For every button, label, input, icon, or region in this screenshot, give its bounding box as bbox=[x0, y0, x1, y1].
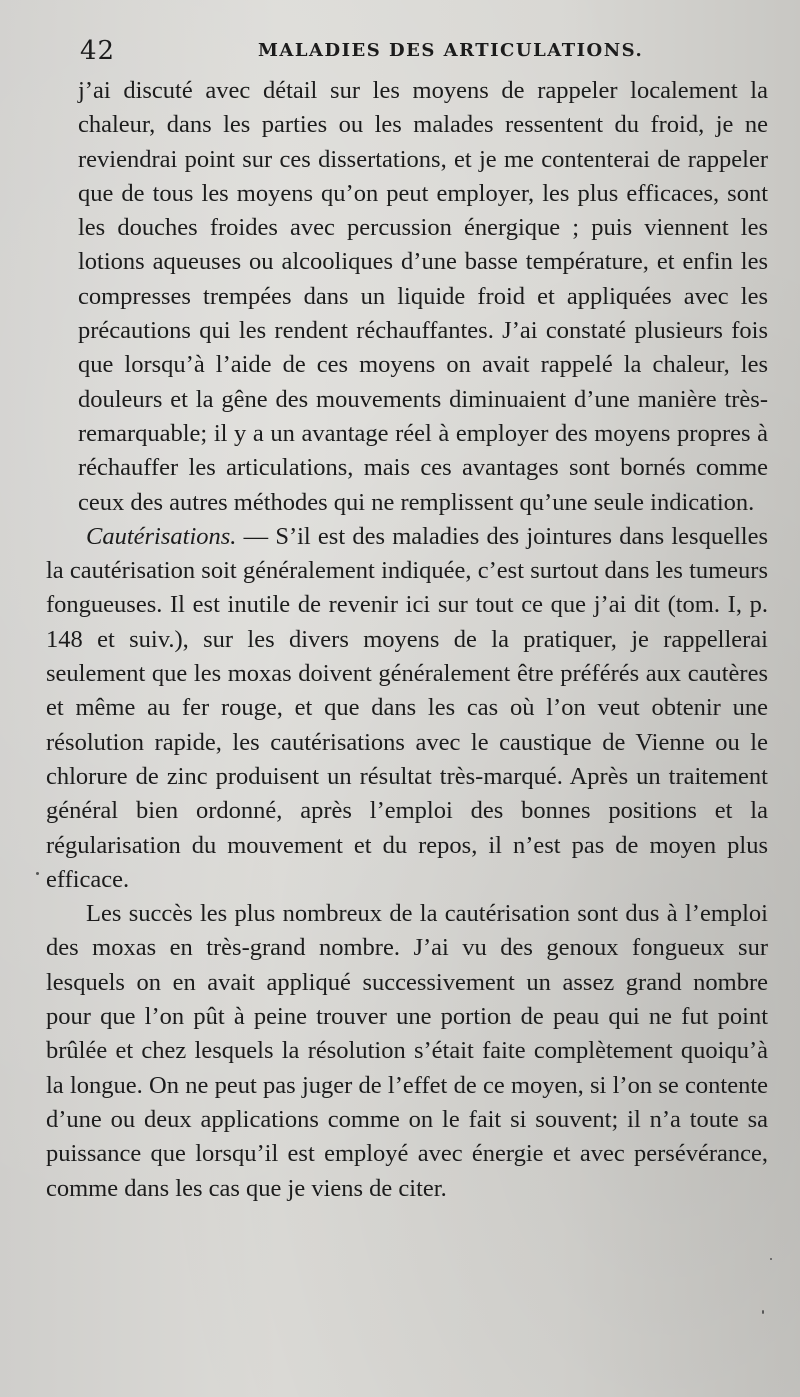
body-text bbox=[46, 74, 768, 1206]
paper-speck bbox=[36, 872, 39, 875]
paragraph-text: j’ai discuté avec détail sur les moyens de rappeler localement la chaleur, dans les parties ou les malades ressentent du froid, je ne reviendrai point sur ces dissertations, et je me contenterai de rappeler que de tous les moyens qu’on peut employer, les plus efficaces, sont les douches froides avec percussion énergique ; puis viennent les lotions aqueuses ou alcooliques d’une basse température, et enfin les compresses trempées dans un liquide froid et appliquées avec les précautions qui les rendent réchauffantes. J’ai constaté plusieurs fois que lorsqu’à l’aide de ces moyens on avait rappelé la chaleur, les douleurs et la gêne des mouvements diminuaient d’une manière très-remarquable; il y a un avantage réel à employer des moyens propres à réchauffer les articulations, mais ces avantages sont bornés comme ceux des autres méthodes qui ne remplissent qu’une seule indication. bbox=[78, 77, 768, 516]
paragraph-continuation bbox=[46, 74, 768, 520]
paragraph-succes bbox=[46, 897, 768, 1206]
paragraph-cauterisations bbox=[46, 520, 768, 897]
section-lead-in: Cautérisations. bbox=[86, 522, 237, 550]
paper-speck bbox=[762, 1310, 764, 1314]
paragraph-text: Les succès les plus nombreux de la cautérisation sont dus à l’emploi des moxas en très-grand nombre. J’ai vu des genoux fongueux sur lesquels on en avait appliqué successivement un assez grand nombre pour que l’on pût à peine trouver une portion de peau qui ne fut point brûlée et chez lesquels la résolution s’était faite complètement quoiqu’à la longue. On ne peut pas juger de l’effet de ce moyen, si l’on se contente d’une ou deux applications comme on le fait si souvent; il n’a toute sa puissance que lorsqu’il est employé avec énergie et avec persévérance, comme dans les cas que je viens de citer. bbox=[46, 900, 768, 1202]
page-number: 42 bbox=[80, 36, 116, 66]
paragraph-text: — S’il est des maladies des jointures dans lesquelles la cautérisation soit généralement indiquée, c’est surtout dans les tumeurs fongueuses. Il est inutile de revenir ici sur tout ce que j’ai dit (tom. I, p. 148 et suiv.), sur les divers moyens de la pratiquer, je rappellerai seulement que les moxas doivent généralement être préférés aux cautères et même au fer rouge, et que dans les cas où l’on veut obtenir une résolution rapide, les cautérisations avec le caustique de Vienne ou le chlorure de zinc produisent un résultat très-marqué. Après un traitement général bien ordonné, après l’emploi des bonnes positions et la régularisation du mouvement et du repos, il n’est pas de moyen plus efficace. bbox=[46, 522, 768, 893]
running-head bbox=[80, 36, 720, 70]
running-title: MALADIES DES ARTICULATIONS. bbox=[258, 40, 644, 61]
paper-speck bbox=[770, 1258, 772, 1260]
